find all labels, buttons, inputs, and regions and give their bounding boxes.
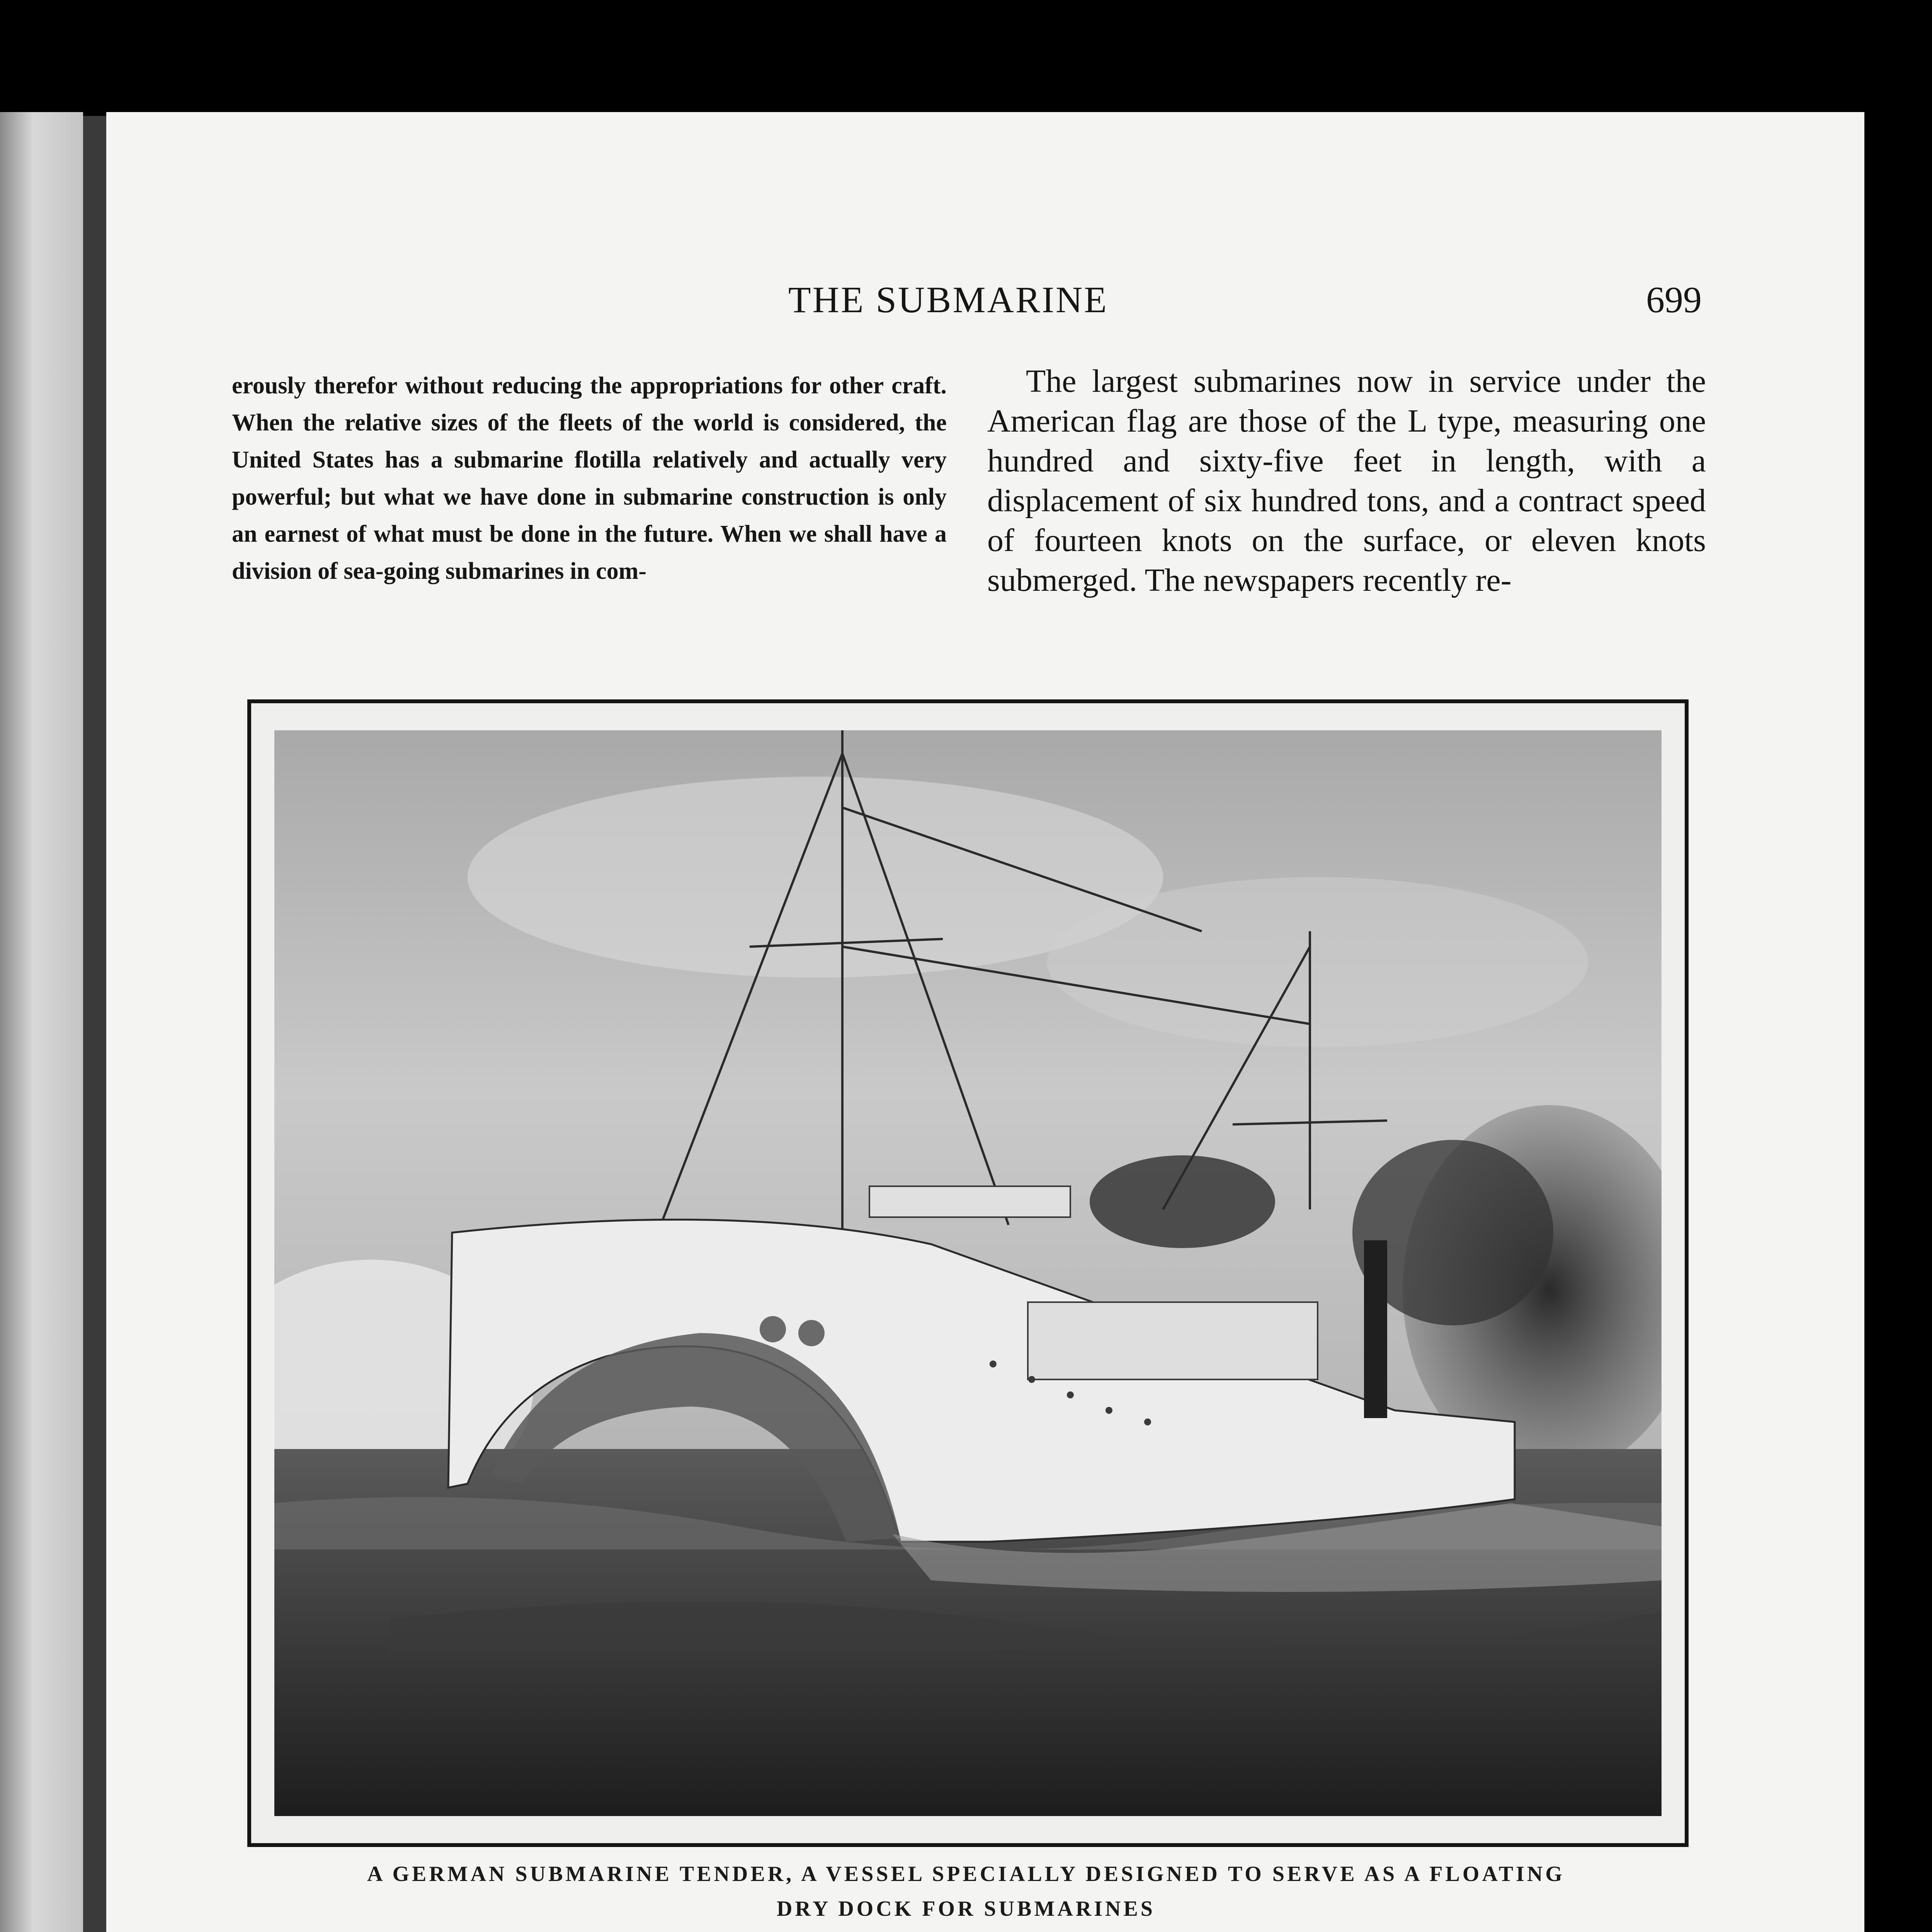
deck-structure xyxy=(1028,1302,1318,1379)
caption-line-2: DRY DOCK FOR SUBMARINES xyxy=(777,1897,1155,1921)
submarine-tender-illustration xyxy=(274,730,1662,1816)
paragraph: The largest submarines now in service under the American flag are those of the L type, measuring one hundred and sixty-five feet in length, with a displacement of six hundred tons, and a contract speed of fourteen knots on the surface, or eleven knots submerged. The newspapers recently re- xyxy=(987,363,1706,598)
figure-frame xyxy=(247,699,1689,1847)
funnel xyxy=(1364,1240,1387,1418)
facing-page-edge xyxy=(0,112,83,1932)
ship-drawing xyxy=(274,730,1662,1816)
figure-caption xyxy=(247,1857,1685,1926)
page-number: 699 xyxy=(1646,279,1702,320)
column-top-right xyxy=(987,361,1706,600)
bridge xyxy=(869,1186,1070,1217)
running-title: THE SUBMARINE xyxy=(788,279,1109,320)
column-top-left: erously therefor without reducing the appropriations for other craft. When the relative sizes of the fleets of the world is considered, the United States has a submarine flotilla relatively and actually very powerful; but what we have done in submarine construction is only an earnest of what must be done in the future. When we shall have a division of sea-going submarines in com- xyxy=(232,372,947,584)
caption-line-1: A GERMAN SUBMARINE TENDER, A VESSEL SPECIALLY DESIGNED TO SERVE AS A FLOATING xyxy=(367,1862,1565,1886)
book-spine xyxy=(83,116,106,1932)
